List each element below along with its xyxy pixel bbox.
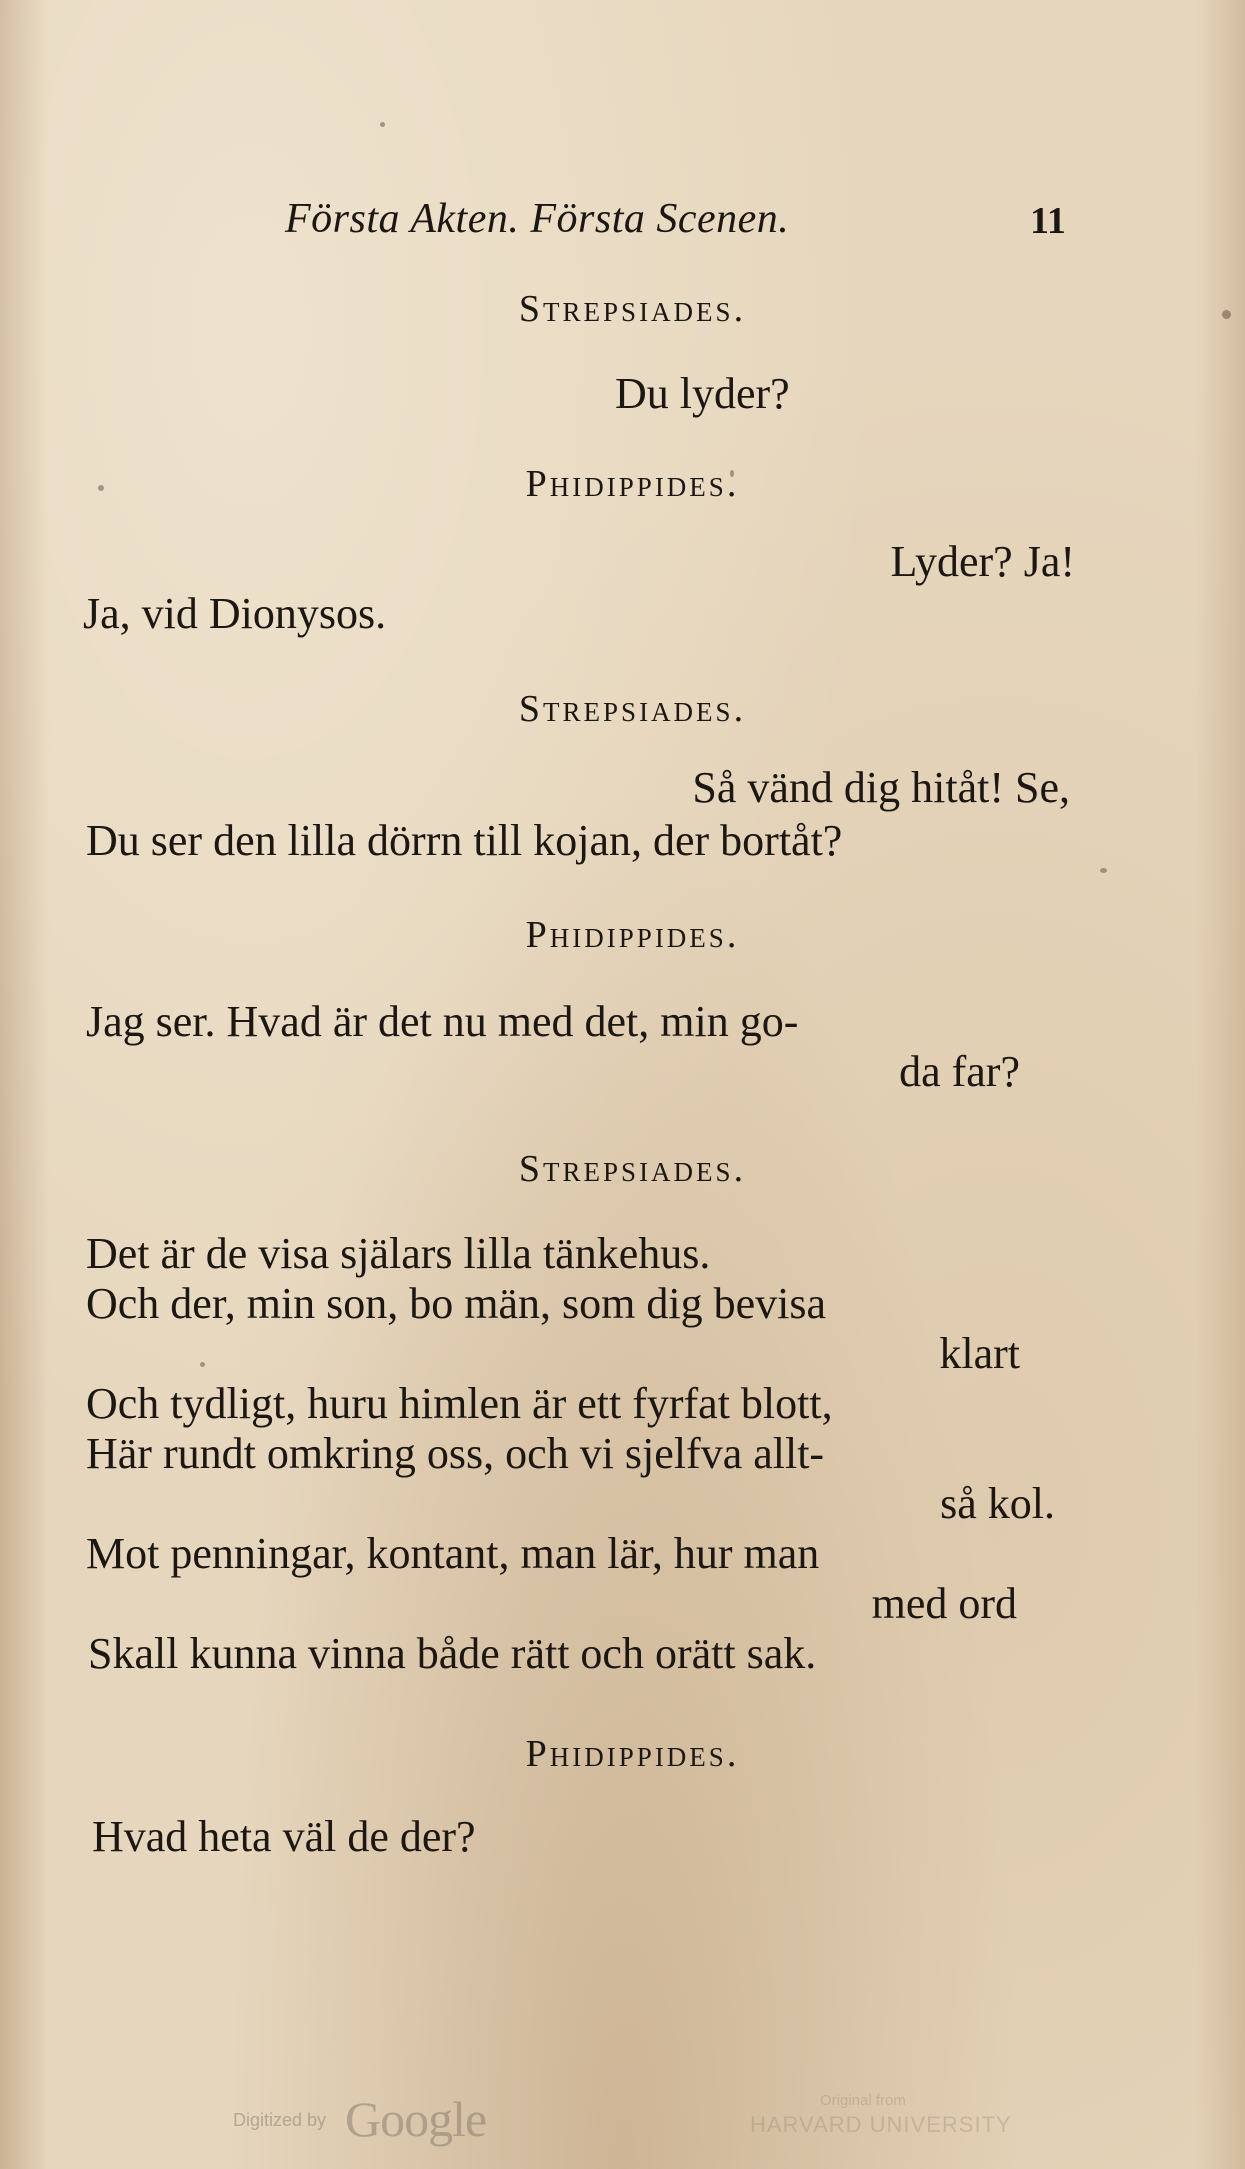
running-head: Första Akten. Första Scenen. [285, 196, 790, 242]
paper-speck [98, 485, 104, 491]
verse-line-continuation: så kol. [940, 1479, 1055, 1528]
original-from-label: Original from [820, 2092, 906, 2109]
google-logo: Google [345, 2091, 487, 2147]
verse-line: Hvad heta väl de der? [92, 1812, 476, 1861]
verse-line: Skall kunna vinna både rätt och orätt sak. [88, 1629, 817, 1678]
page-footer [0, 2090, 1245, 2150]
speaker-strepsiades: Strepsiades. [518, 688, 747, 730]
verse-line-continuation: klart [939, 1329, 1020, 1378]
verse-line: Mot penningar, kontant, man lär, hur man [86, 1529, 820, 1578]
verse-line: Och der, min son, bo män, som dig bevisa [86, 1279, 827, 1328]
verse-line: Och tydligt, huru himlen är ett fyrfat blott, [86, 1379, 833, 1428]
digitized-by-label: Digitized by [233, 2110, 327, 2130]
verse-line: Så vänd dig hitåt! Se, [692, 763, 1070, 812]
page-number: 11 [1030, 200, 1066, 242]
verse-line: Ja, vid Dionysos. [83, 589, 387, 638]
speaker-strepsiades: Strepsiades. [518, 288, 747, 330]
speaker-strepsiades: Strepsiades. [518, 1148, 747, 1190]
verse-line: Du ser den lilla dörrn till kojan, der bortåt? [86, 816, 843, 865]
library-label: HARVARD UNIVERSITY [750, 2112, 1012, 2137]
paper-speck [200, 1362, 205, 1367]
verse-line: Lyder? Ja! [890, 537, 1075, 586]
verse-line: Du lyder? [615, 369, 790, 418]
verse-line-continuation: med ord [871, 1579, 1017, 1628]
verse-line: Jag ser. Hvad är det nu med det, min go- [86, 997, 799, 1046]
paper-speck [730, 470, 734, 477]
speaker-phidippides: Phidippides. [525, 1733, 740, 1775]
page-header [0, 195, 1245, 255]
speaker-phidippides: Phidippides. [525, 914, 740, 956]
paper-speck [1222, 310, 1231, 319]
paper-speck [380, 122, 385, 127]
speaker-phidippides: Phidippides. [525, 463, 740, 505]
verse-line: Här rundt omkring oss, och vi sjelfva allt- [86, 1429, 825, 1478]
verse-line-continuation: da far? [899, 1047, 1020, 1096]
verse-line: Det är de visa själars lilla tänkehus. [86, 1229, 711, 1278]
paper-speck [1100, 868, 1107, 873]
